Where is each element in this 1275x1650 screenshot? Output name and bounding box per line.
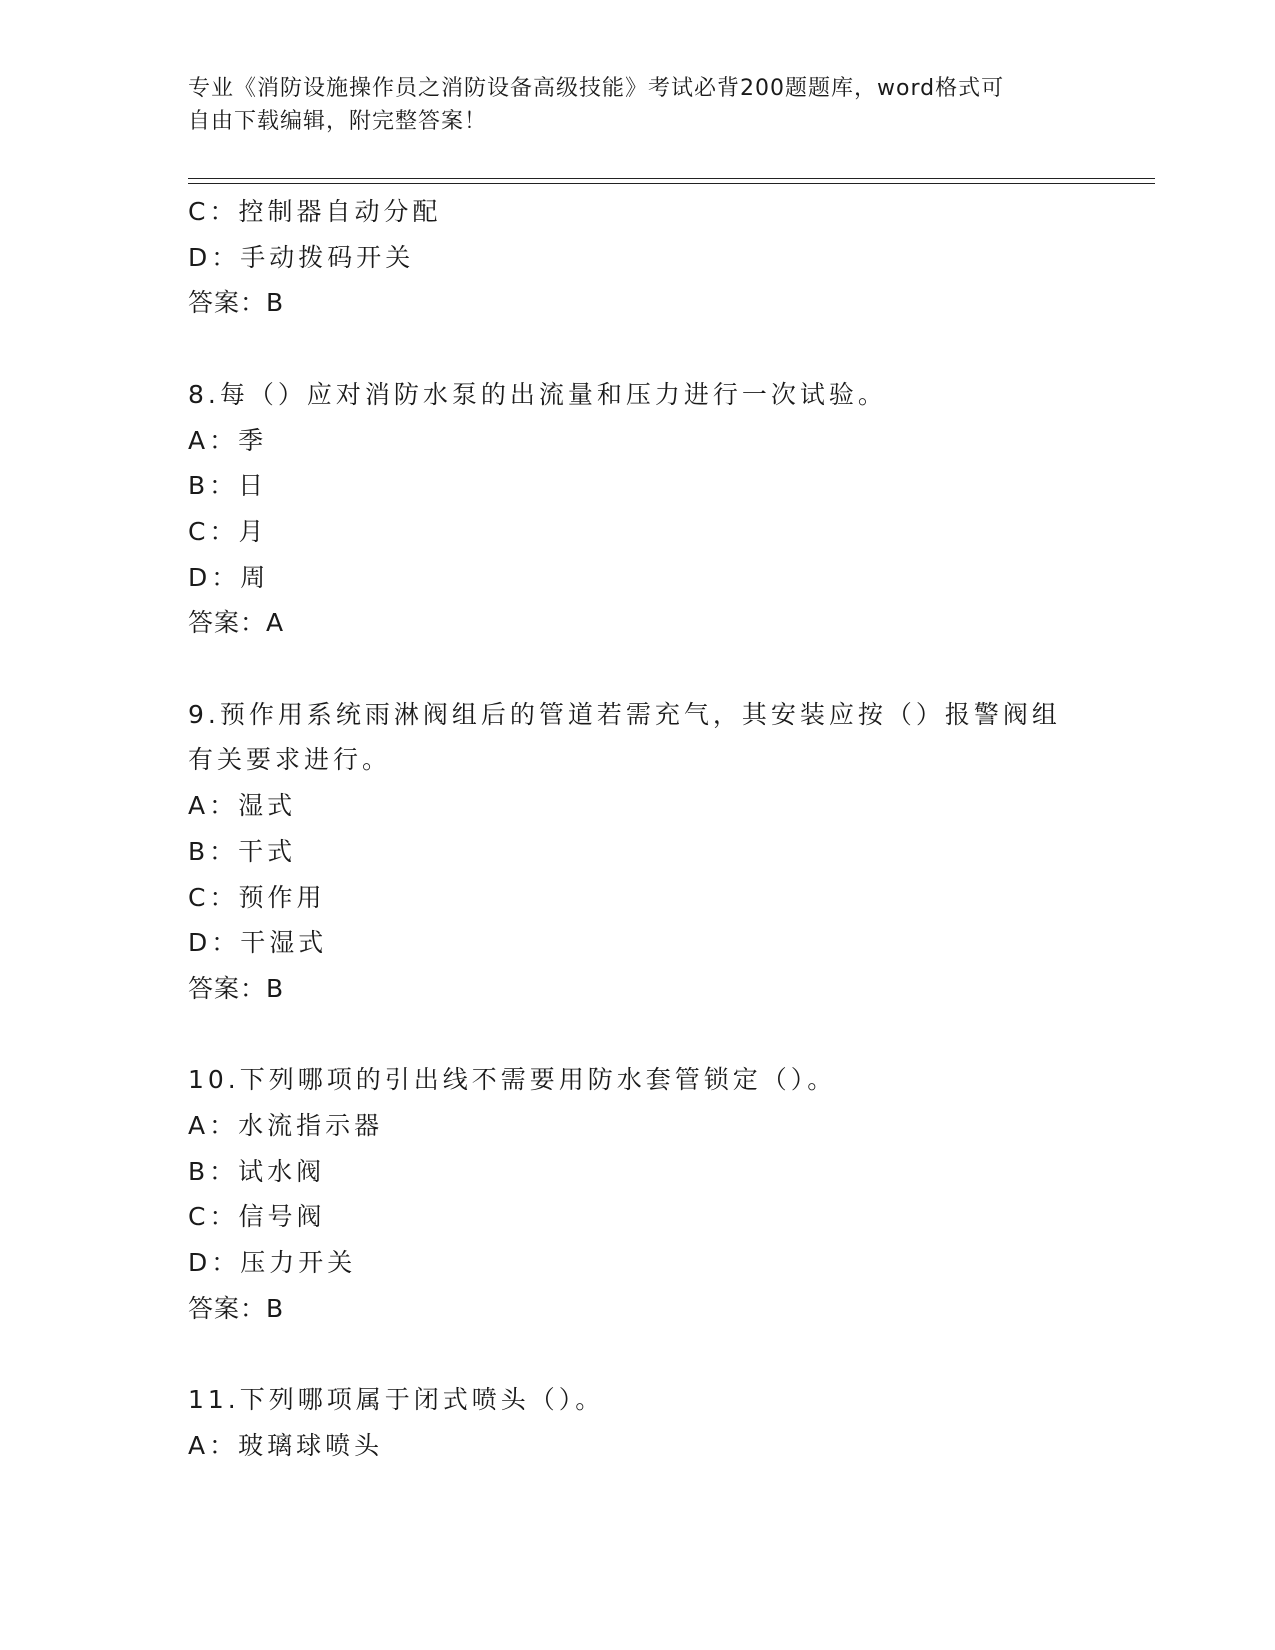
question-text: 10.下列哪项的引出线不需要用防水套管锁定（）。 bbox=[188, 1065, 837, 1095]
answer: 答案：B bbox=[188, 973, 285, 1003]
document-header bbox=[188, 72, 1068, 138]
answer: 答案：B bbox=[188, 288, 285, 318]
question-block-10 bbox=[188, 1057, 1088, 1331]
spacer bbox=[188, 1332, 1088, 1378]
option-d: D：手动拨码开关 bbox=[188, 242, 415, 272]
question-block-11 bbox=[188, 1377, 1088, 1468]
option-d: D：周 bbox=[188, 562, 270, 592]
option-a: A：季 bbox=[188, 425, 268, 455]
option-d: D：压力开关 bbox=[188, 1248, 357, 1278]
header-rule-bottom bbox=[188, 183, 1155, 184]
option-c: C：月 bbox=[188, 516, 268, 546]
question-block-7 bbox=[188, 189, 1088, 326]
option-c: C：预作用 bbox=[188, 882, 326, 912]
question-block-8 bbox=[188, 372, 1088, 646]
header-rule-top bbox=[188, 178, 1155, 179]
header-line-1: 专业《消防设施操作员之消防设备高级技能》考试必背200题题库，word格式可 bbox=[188, 76, 1005, 101]
question-text: 8.每（）应对消防水泵的出流量和压力进行一次试验。 bbox=[188, 379, 887, 409]
answer: 答案：B bbox=[188, 1293, 285, 1323]
option-a: A：玻璃球喷头 bbox=[188, 1430, 384, 1460]
spacer bbox=[188, 326, 1088, 372]
question-text: 11.下列哪项属于闭式喷头（）。 bbox=[188, 1385, 605, 1415]
spacer bbox=[188, 646, 1088, 692]
question-text-line-2: 有关要求进行。 bbox=[188, 745, 392, 775]
option-a: A：水流指示器 bbox=[188, 1111, 384, 1141]
option-b: B：干式 bbox=[188, 836, 297, 866]
answer: 答案：A bbox=[188, 608, 285, 638]
option-b: B：试水阀 bbox=[188, 1156, 326, 1186]
header-line-2: 自由下载编辑，附完整答案！ bbox=[188, 109, 488, 134]
option-b: B：日 bbox=[188, 471, 268, 501]
question-text-line-1: 9.预作用系统雨淋阀组后的管道若需充气，其安装应按（）报警阀组 bbox=[188, 699, 1061, 729]
option-d: D：干湿式 bbox=[188, 928, 328, 958]
question-list bbox=[188, 189, 1088, 1469]
option-c: C：信号阀 bbox=[188, 1202, 326, 1232]
question-block-9 bbox=[188, 692, 1088, 1012]
spacer bbox=[188, 1012, 1088, 1058]
option-a: A：湿式 bbox=[188, 791, 297, 821]
option-c: C：控制器自动分配 bbox=[188, 197, 442, 226]
